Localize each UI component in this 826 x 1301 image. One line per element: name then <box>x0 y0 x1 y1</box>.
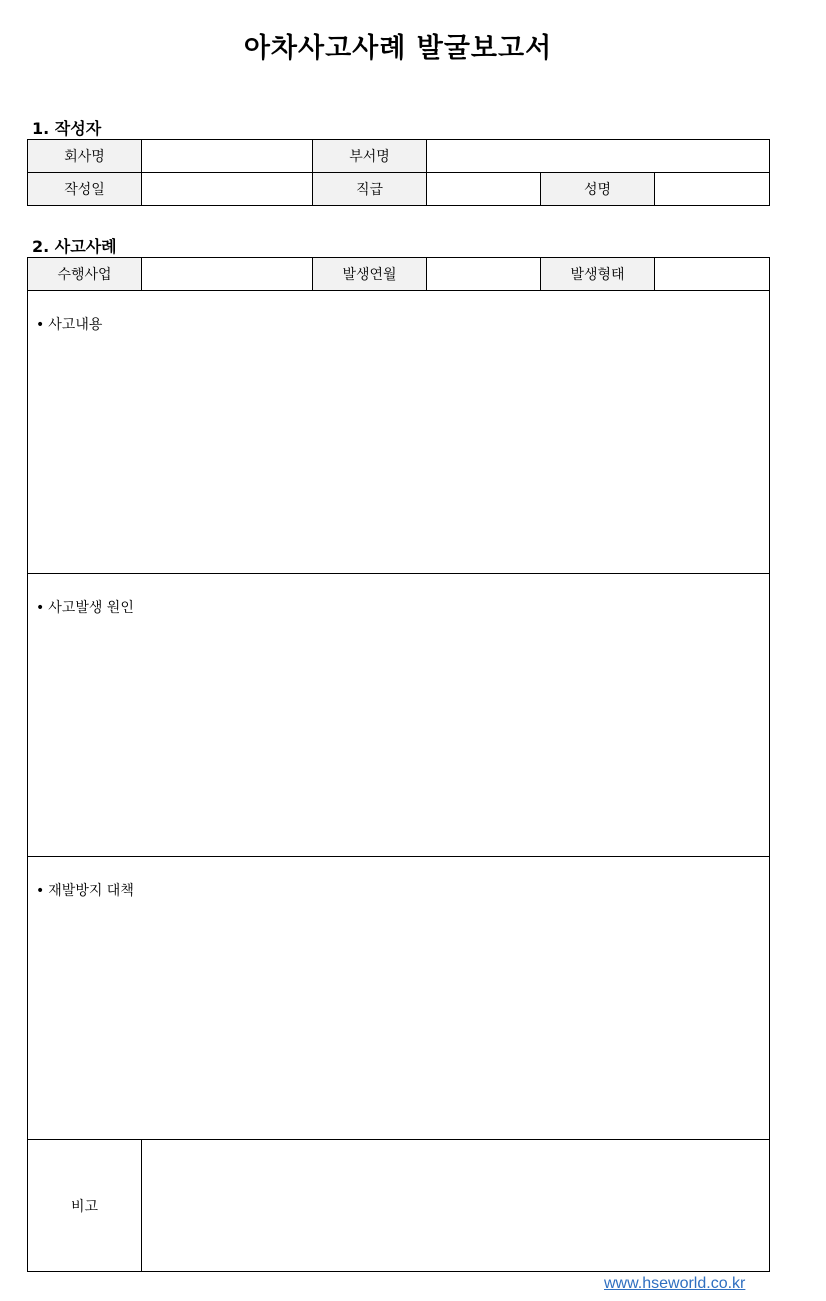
position-field[interactable] <box>427 173 541 206</box>
department-label: 부서명 <box>313 140 427 173</box>
cause-row <box>28 574 770 857</box>
occurrence-date-label: 발생연월 <box>313 258 427 291</box>
department-field[interactable] <box>427 140 770 173</box>
occurrence-type-field[interactable] <box>655 258 770 291</box>
author-table <box>27 139 770 206</box>
company-field[interactable] <box>142 140 313 173</box>
project-field[interactable] <box>142 258 313 291</box>
document-title: 아차사고사례 발굴보고서 <box>243 33 553 64</box>
prevention-measures-text: 재발방지 대책 <box>48 883 134 899</box>
content-row <box>28 291 770 574</box>
accident-content-area[interactable] <box>28 291 770 574</box>
prevention-row <box>28 857 770 1140</box>
case-info-row <box>28 258 770 291</box>
case-table <box>27 257 770 1140</box>
accident-content-label <box>28 291 769 334</box>
author-row-2 <box>28 173 770 206</box>
occurrence-type-label: 발생형태 <box>541 258 655 291</box>
prevention-measures-label <box>28 857 769 900</box>
date-label: 작성일 <box>28 173 142 206</box>
author-row-1 <box>28 140 770 173</box>
accident-cause-label <box>28 574 769 617</box>
bullet-icon: • <box>36 600 45 616</box>
remarks-table <box>27 1139 770 1272</box>
accident-content-text: 사고내용 <box>48 317 103 333</box>
section-author-heading: 1. 작성자 <box>32 119 102 138</box>
prevention-measures-area[interactable] <box>28 857 770 1140</box>
name-label: 성명 <box>541 173 655 206</box>
remarks-label: 비고 <box>28 1140 142 1272</box>
remarks-row <box>28 1140 770 1272</box>
section-case-heading: 2. 사고사례 <box>32 237 117 256</box>
company-label: 회사명 <box>28 140 142 173</box>
date-field[interactable] <box>142 173 313 206</box>
name-field[interactable] <box>655 173 770 206</box>
bullet-icon: • <box>36 317 45 333</box>
accident-cause-text: 사고발생 원인 <box>48 600 134 616</box>
accident-cause-area[interactable] <box>28 574 770 857</box>
bullet-icon: • <box>36 883 45 899</box>
occurrence-date-field[interactable] <box>427 258 541 291</box>
remarks-field[interactable] <box>142 1140 770 1272</box>
position-label: 직급 <box>313 173 427 206</box>
website-link[interactable]: www.hseworld.co.kr <box>604 1275 746 1292</box>
project-label: 수행사업 <box>28 258 142 291</box>
